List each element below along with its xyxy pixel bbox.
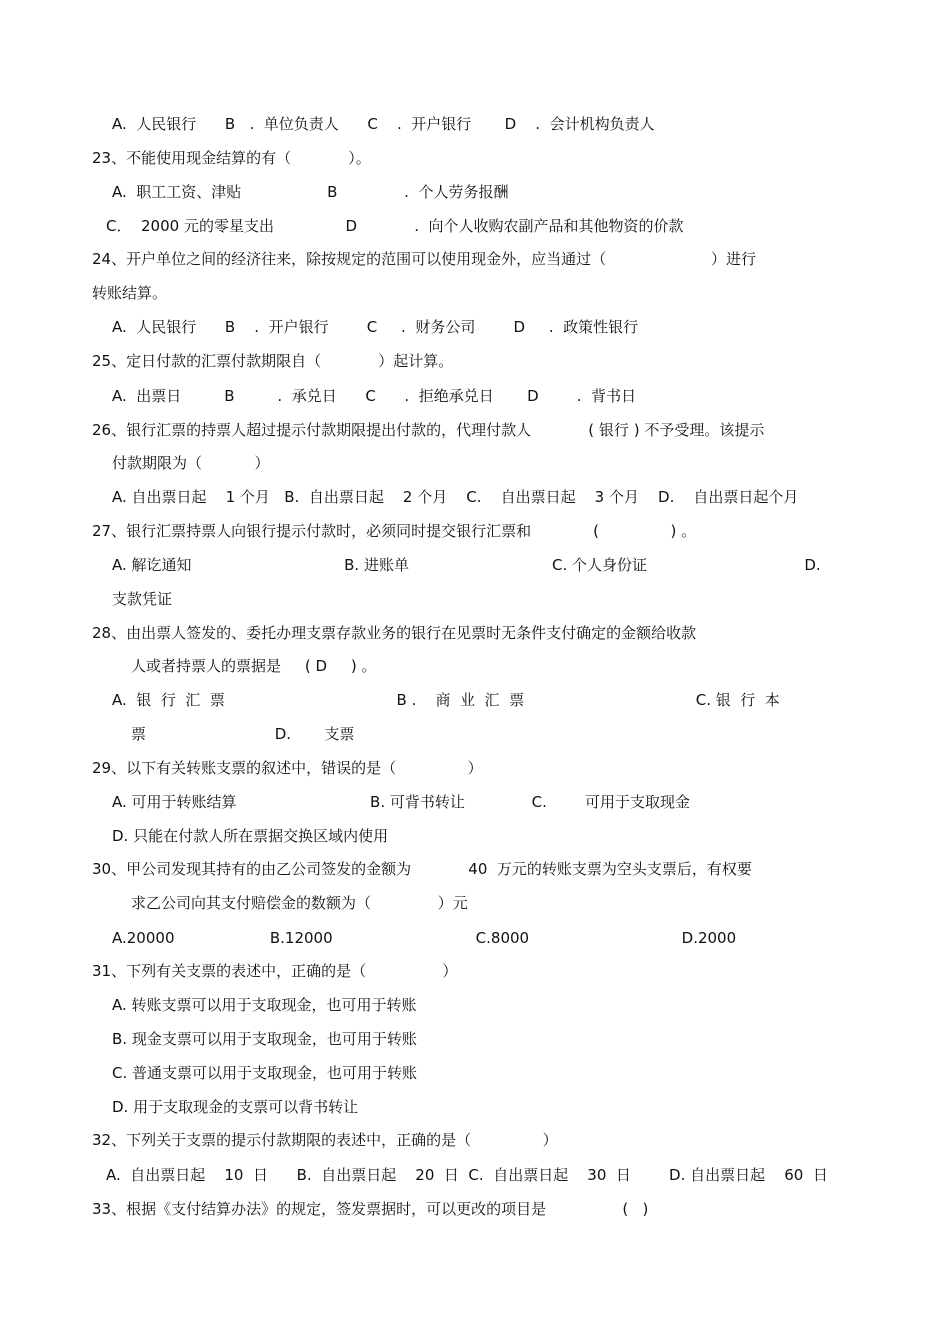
question-line: 付款期限为（ ） <box>112 454 270 472</box>
question-line: 31、下列有关支票的表述中，正确的是（ ） <box>92 962 458 980</box>
question-line: 26、银行汇票的持票人超过提示付款期限提出付款的，代理付款人 ( 银行 ) 不予受理。该提示 <box>92 421 765 439</box>
question-line: 24、开户单位之间的经济往来，除按规定的范围可以使用现金外，应当通过（ ）进行 <box>92 250 756 268</box>
option-line: A. 解讫通知 B. 进账单 C. 个人身份证 D. <box>112 556 821 574</box>
question-line: 29、以下有关转账支票的叙述中，错误的是（ ） <box>92 759 483 777</box>
option-line: B. 现金支票可以用于支取现金，也可用于转账 <box>112 1030 417 1048</box>
option-line: A. 人民银行 B . 单位负责人 C . 开户银行 D . 会计机构负责人 <box>112 115 655 133</box>
question-line: 人或者持票人的票据是 ( D ) 。 <box>131 657 377 675</box>
question-line: 28、由出票人签发的、委托办理支票存款业务的银行在见票时无条件支付确定的金额给收款 <box>92 624 697 642</box>
option-line: A. 可用于转账结算 B. 可背书转让 C. 可用于支取现金 <box>112 793 691 811</box>
option-line: A. 出票日 B . 承兑日 C . 拒绝承兑日 D . 背书日 <box>112 387 637 405</box>
option-line: A. 自出票日起 10 日 B. 自出票日起 20 日 C. 自出票日起 30 日 D. 自出票日起 60 日 <box>106 1166 828 1184</box>
question-line: 25、定日付款的汇票付款期限自（ ）起计算。 <box>92 352 454 370</box>
option-line: A. 银 行 汇 票 B . 商 业 汇 票 C. 银 行 本 <box>112 691 780 709</box>
option-line: A.20000 B.12000 C.8000 D.2000 <box>112 929 737 947</box>
question-line: 30、甲公司发现其持有的由乙公司签发的金额为 40 万元的转账支票为空头支票后，有权要 <box>92 860 752 878</box>
option-line: A. 人民银行 B . 开户银行 C . 财务公司 D . 政策性银行 <box>112 318 639 336</box>
question-line: 32、下列关于支票的提示付款期限的表述中，正确的是（ ） <box>92 1131 558 1149</box>
option-line: 票 D. 支票 <box>131 725 355 743</box>
question-line: 27、银行汇票持票人向银行提示付款时，必须同时提交银行汇票和 ( ) 。 <box>92 522 697 540</box>
option-line: A. 职工工资、津贴 B . 个人劳务报酬 <box>112 183 509 201</box>
question-line: 33、根据《支付结算办法》的规定，签发票据时，可以更改的项目是 ( ) <box>92 1200 649 1218</box>
question-line: 求乙公司向其支付赔偿金的数额为（ ）元 <box>131 894 468 912</box>
option-line: 支款凭证 <box>112 590 173 608</box>
option-line: A. 转账支票可以用于支取现金，也可用于转账 <box>112 996 417 1014</box>
question-line: 转账结算。 <box>92 284 168 302</box>
option-line: C. 普通支票可以用于支取现金，也可用于转账 <box>112 1064 418 1082</box>
option-line: C． 2000 元的零星支出 D . 向个人收购农副产品和其他物资的价款 <box>106 217 684 235</box>
option-line: D. 用于支取现金的支票可以背书转让 <box>112 1098 359 1116</box>
option-line: D. 只能在付款人所在票据交换区域内使用 <box>112 827 389 845</box>
option-line: A. 自出票日起 1 个月 B. 自出票日起 2 个月 C. 自出票日起 3 个月 D. 自出票日起个月 <box>112 488 799 506</box>
question-line: 23、不能使用现金结算的有（ ）。 <box>92 149 371 167</box>
